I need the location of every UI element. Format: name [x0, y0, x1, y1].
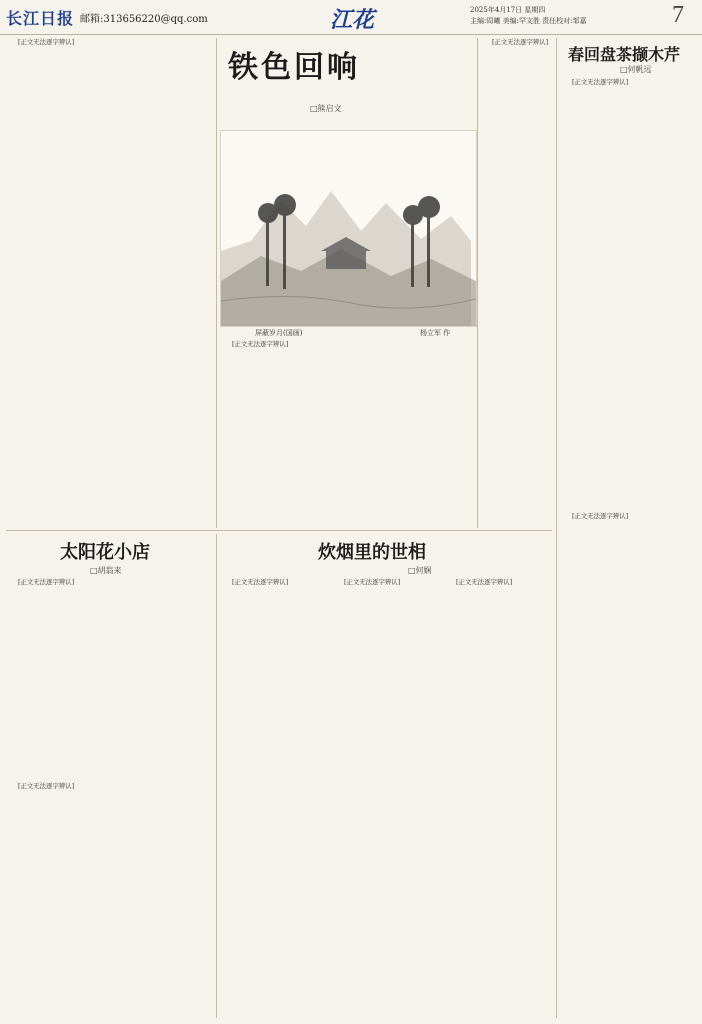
painting-caption-right: 杨立军 作 — [420, 329, 451, 337]
iron-title: 铁色回响 — [228, 50, 360, 85]
iron-byline: □熊启文 — [310, 104, 342, 113]
column-rule — [216, 38, 217, 528]
spring-byline: □何帆远 — [620, 65, 652, 74]
issue-meta — [470, 5, 620, 27]
spring-column-b-text: [正文无法逐字辨认] — [572, 512, 629, 520]
flower-column-b — [6, 782, 214, 1018]
smoke-column-c — [444, 578, 552, 1018]
smoke-byline: □何娴 — [408, 566, 432, 575]
painting-image — [220, 130, 477, 327]
ink-landscape-illustration — [221, 131, 476, 326]
smoke-column-b-text: [正文无法逐字辨认] — [344, 578, 401, 586]
flower-byline: □胡翁来 — [90, 566, 122, 575]
spring-column-a — [560, 78, 696, 508]
iron-column-c — [220, 340, 473, 510]
spring-column-a-text: [正文无法逐字辨认] — [572, 78, 629, 86]
smoke-column-c-text: [正文无法逐字辨认] — [456, 578, 513, 586]
spring-column-b — [560, 512, 696, 1004]
flower-column-b-text: [正文无法逐字辨认] — [18, 782, 75, 790]
smoke-column-a — [220, 578, 326, 1018]
section-rule — [6, 530, 552, 531]
flower-column-a — [6, 578, 214, 778]
newspaper-logo: 长江日报 — [6, 9, 75, 28]
editors-line: 主编:周曦 美编:罕文胜 责任校对:邹嘉 — [470, 17, 587, 25]
smoke-title: 炊烟里的世相 — [318, 542, 426, 563]
flower-title: 太阳花小店 — [60, 542, 150, 563]
smoke-column-a-text: [正文无法逐字辨认] — [232, 578, 289, 586]
issue-date: 2025年4月17日 星期四 — [470, 6, 546, 14]
page-number: 7 — [672, 2, 684, 28]
column-rule — [556, 38, 557, 1018]
painting-caption-left: 屏蔽岁月(国画) — [255, 329, 303, 337]
iron-column-a-text: [正文无法逐字辨认] — [18, 38, 75, 46]
column-rule — [216, 534, 217, 1018]
flower-column-a-text: [正文无法逐字辨认] — [18, 578, 75, 586]
spring-title: 春回盘茶撷木芹 — [568, 45, 681, 64]
contact-email: 邮箱:313656220@qq.com — [80, 14, 208, 25]
iron-column-a — [6, 38, 214, 530]
iron-column-mid-text: [正文无法逐字辨认] — [492, 38, 549, 46]
iron-column-mid — [480, 38, 552, 528]
section-logo: 江花 — [330, 7, 375, 33]
smoke-column-b — [332, 578, 438, 1018]
masthead — [0, 0, 702, 35]
iron-column-c-text: [正文无法逐字辨认] — [232, 340, 289, 348]
column-rule — [477, 38, 478, 528]
